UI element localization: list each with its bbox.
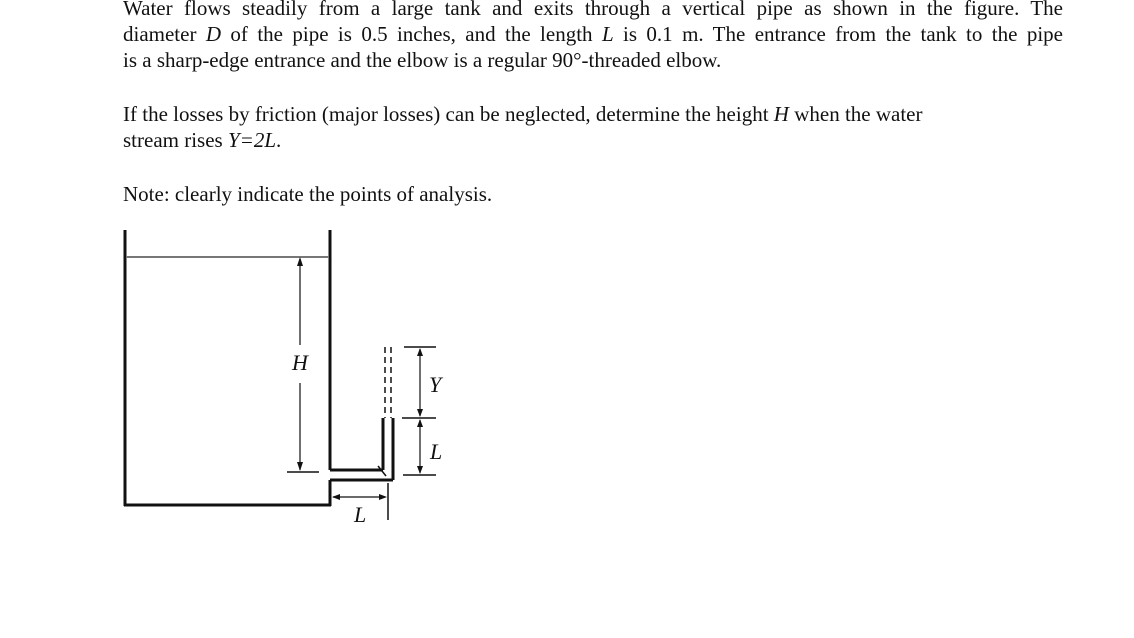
text-segment: is 0.1 m. The entrance from the tank to the pipe [613,22,1063,46]
dimension-H-arrow-top [297,257,303,266]
equation-Y-equals-2L: Y=2L [227,128,277,152]
text-segment: stream rises [123,128,228,152]
label-L-vertical: L [430,439,443,464]
dimension-Y-arrow-bottom [417,409,423,417]
text-segment: when the water [788,102,923,126]
paragraph-1-line-1: Water flows steadily from a large tank and exits through a vertical pipe as shown in the figure. The [123,0,1063,20]
text-segment: If the losses by friction (major losses) can be neglected, determine the height [123,102,774,126]
dimension-Y-arrow-top [417,348,423,356]
pipe [330,418,393,480]
label-L-horizontal: L [354,502,367,527]
text-segment: diameter [123,22,206,46]
symbol-H: H [773,102,789,126]
dimension-L-arrow-bottom [417,466,423,474]
dimension-L-horizontal-arrow-right [379,494,387,500]
label-H: H [292,350,308,375]
dimension-L-horizontal-arrow-left [332,494,340,500]
note-text: Note: clearly indicate the points of analysis. [123,182,493,206]
symbol-D: D [205,22,222,46]
water-jet [385,347,391,418]
paragraph-1-line-3: is a sharp-edge entrance and the elbow is a regular 90°-threaded elbow. [123,48,722,72]
text-segment: of the pipe is 0.5 inches, and the length [221,22,602,46]
label-Y: Y [429,372,442,397]
dimension-H-arrow-bottom [297,462,303,471]
text-segment: . [276,128,282,152]
symbol-L: L [601,22,614,46]
dimension-L-arrow-top [417,419,423,427]
